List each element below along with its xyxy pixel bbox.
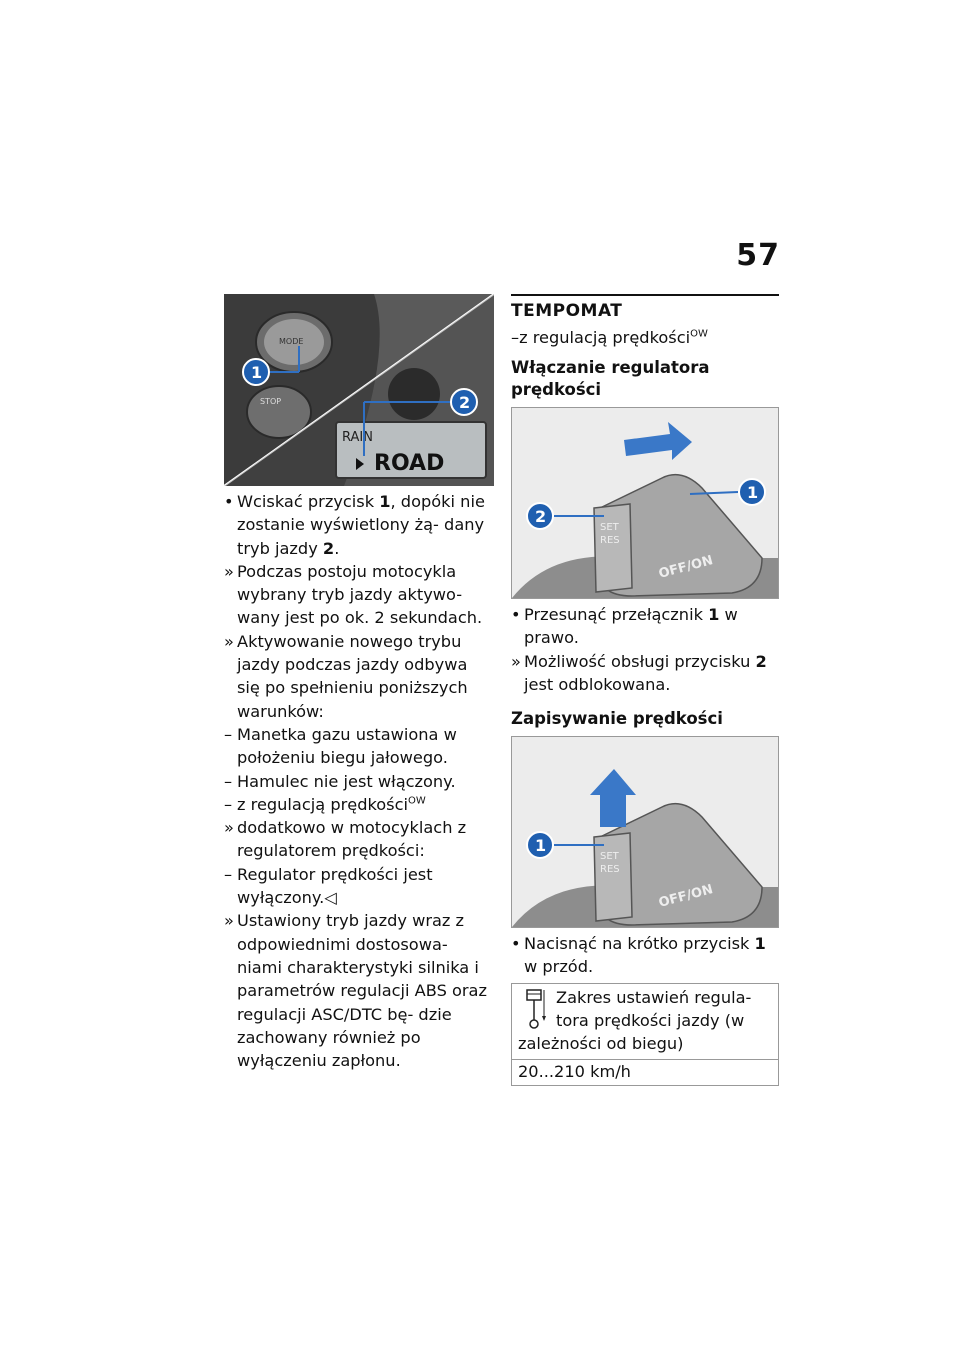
- road-label: ROAD: [374, 451, 445, 476]
- spec-table: [511, 983, 779, 1086]
- list-item: • Przesunąć przełącznik 1 w prawo.: [511, 605, 738, 648]
- handlebar-illustration: [224, 294, 494, 486]
- callout-1: 1: [747, 483, 759, 502]
- spec-value: 20...210 km/h: [518, 1061, 631, 1081]
- callout-2: 2: [459, 393, 471, 412]
- heading-enable-cruise: Włączanie regulatora prędkości: [511, 358, 710, 399]
- section-title: TEMPOMAT: [511, 294, 779, 321]
- left-column: [224, 294, 494, 1072]
- list-item: – Regulator prędkości jest wyłączony.◁: [224, 864, 433, 908]
- riding-mode-figure: [224, 294, 494, 486]
- list-item: – Hamulec nie jest włączony.: [224, 771, 456, 791]
- list-item: » Ustawiony tryb jazdy wraz z odpowiednimi dostosowa- niami charakterystyki silnika i parametrów regulacji ABS oraz regulacji ASC/DTC bę- dzie zachowany również po wyłączeniu zapłonu.: [224, 911, 487, 1071]
- cruise-switch-figure-1: [511, 407, 779, 599]
- cruise-switch-illustration-1: [512, 408, 778, 598]
- set-label: SET: [600, 851, 619, 863]
- right-column: [511, 294, 779, 1086]
- list-item: » Aktywowanie nowego trybu jazdy podczas jazdy odbywa się po spełnieniu poniższych warunków:: [224, 631, 468, 721]
- left-text: [224, 490, 494, 1072]
- spec-label-row: [512, 984, 778, 1060]
- list-item: – z regulacją prędkości$^{OW}$: [224, 794, 426, 814]
- page-number: 57: [736, 238, 780, 273]
- engine-piston-icon: [518, 986, 550, 1032]
- offon-label: OFF/ON: [657, 882, 715, 912]
- spec-label: Zakres ustawień regula- tora prędkości jazdy (w zależności od biegu): [518, 987, 752, 1053]
- save-steps: [511, 932, 779, 979]
- list-item: » Możliwość obsługi przycisku 2 jest odblokowana.: [511, 651, 767, 694]
- list-item: » Podczas postoju motocykla wybrany tryb jazdy aktywo- wany jest po ok. 2 sekundach.: [224, 561, 483, 628]
- cruise-switch-figure-2: [511, 736, 779, 928]
- list-item: – Manetka gazu ustawiona w położeniu biegu jałowego.: [224, 724, 457, 768]
- callout-1: 1: [251, 363, 263, 382]
- rain-label: RAIN: [342, 430, 373, 445]
- set-label: SET: [600, 522, 619, 533]
- section-subtitle: –z regulacją prędkości$^{OW}$: [511, 328, 708, 347]
- list-item: • Nacisnąć na krótko przycisk 1 w przód.: [511, 934, 766, 977]
- offon-label: OFF/ON: [657, 553, 715, 582]
- enable-steps: [511, 603, 779, 696]
- stop-label: STOP: [260, 397, 282, 406]
- heading-save-speed: Zapisywanie prędkości: [511, 709, 723, 729]
- list-item: » dodatkowo w motocyklach z regulatorem prędkości:: [224, 818, 467, 861]
- callout-1: 1: [535, 836, 547, 856]
- res-label: RES: [600, 864, 620, 876]
- mode-label: MODE: [279, 337, 304, 346]
- callout-2: 2: [535, 507, 547, 526]
- cruise-switch-illustration-2: [512, 737, 778, 927]
- list-item: • Wciskać przycisk 1, dopóki nie zostanie wyświetlony żą- dany tryb jazdy 2.: [224, 492, 485, 558]
- res-label: RES: [600, 535, 620, 546]
